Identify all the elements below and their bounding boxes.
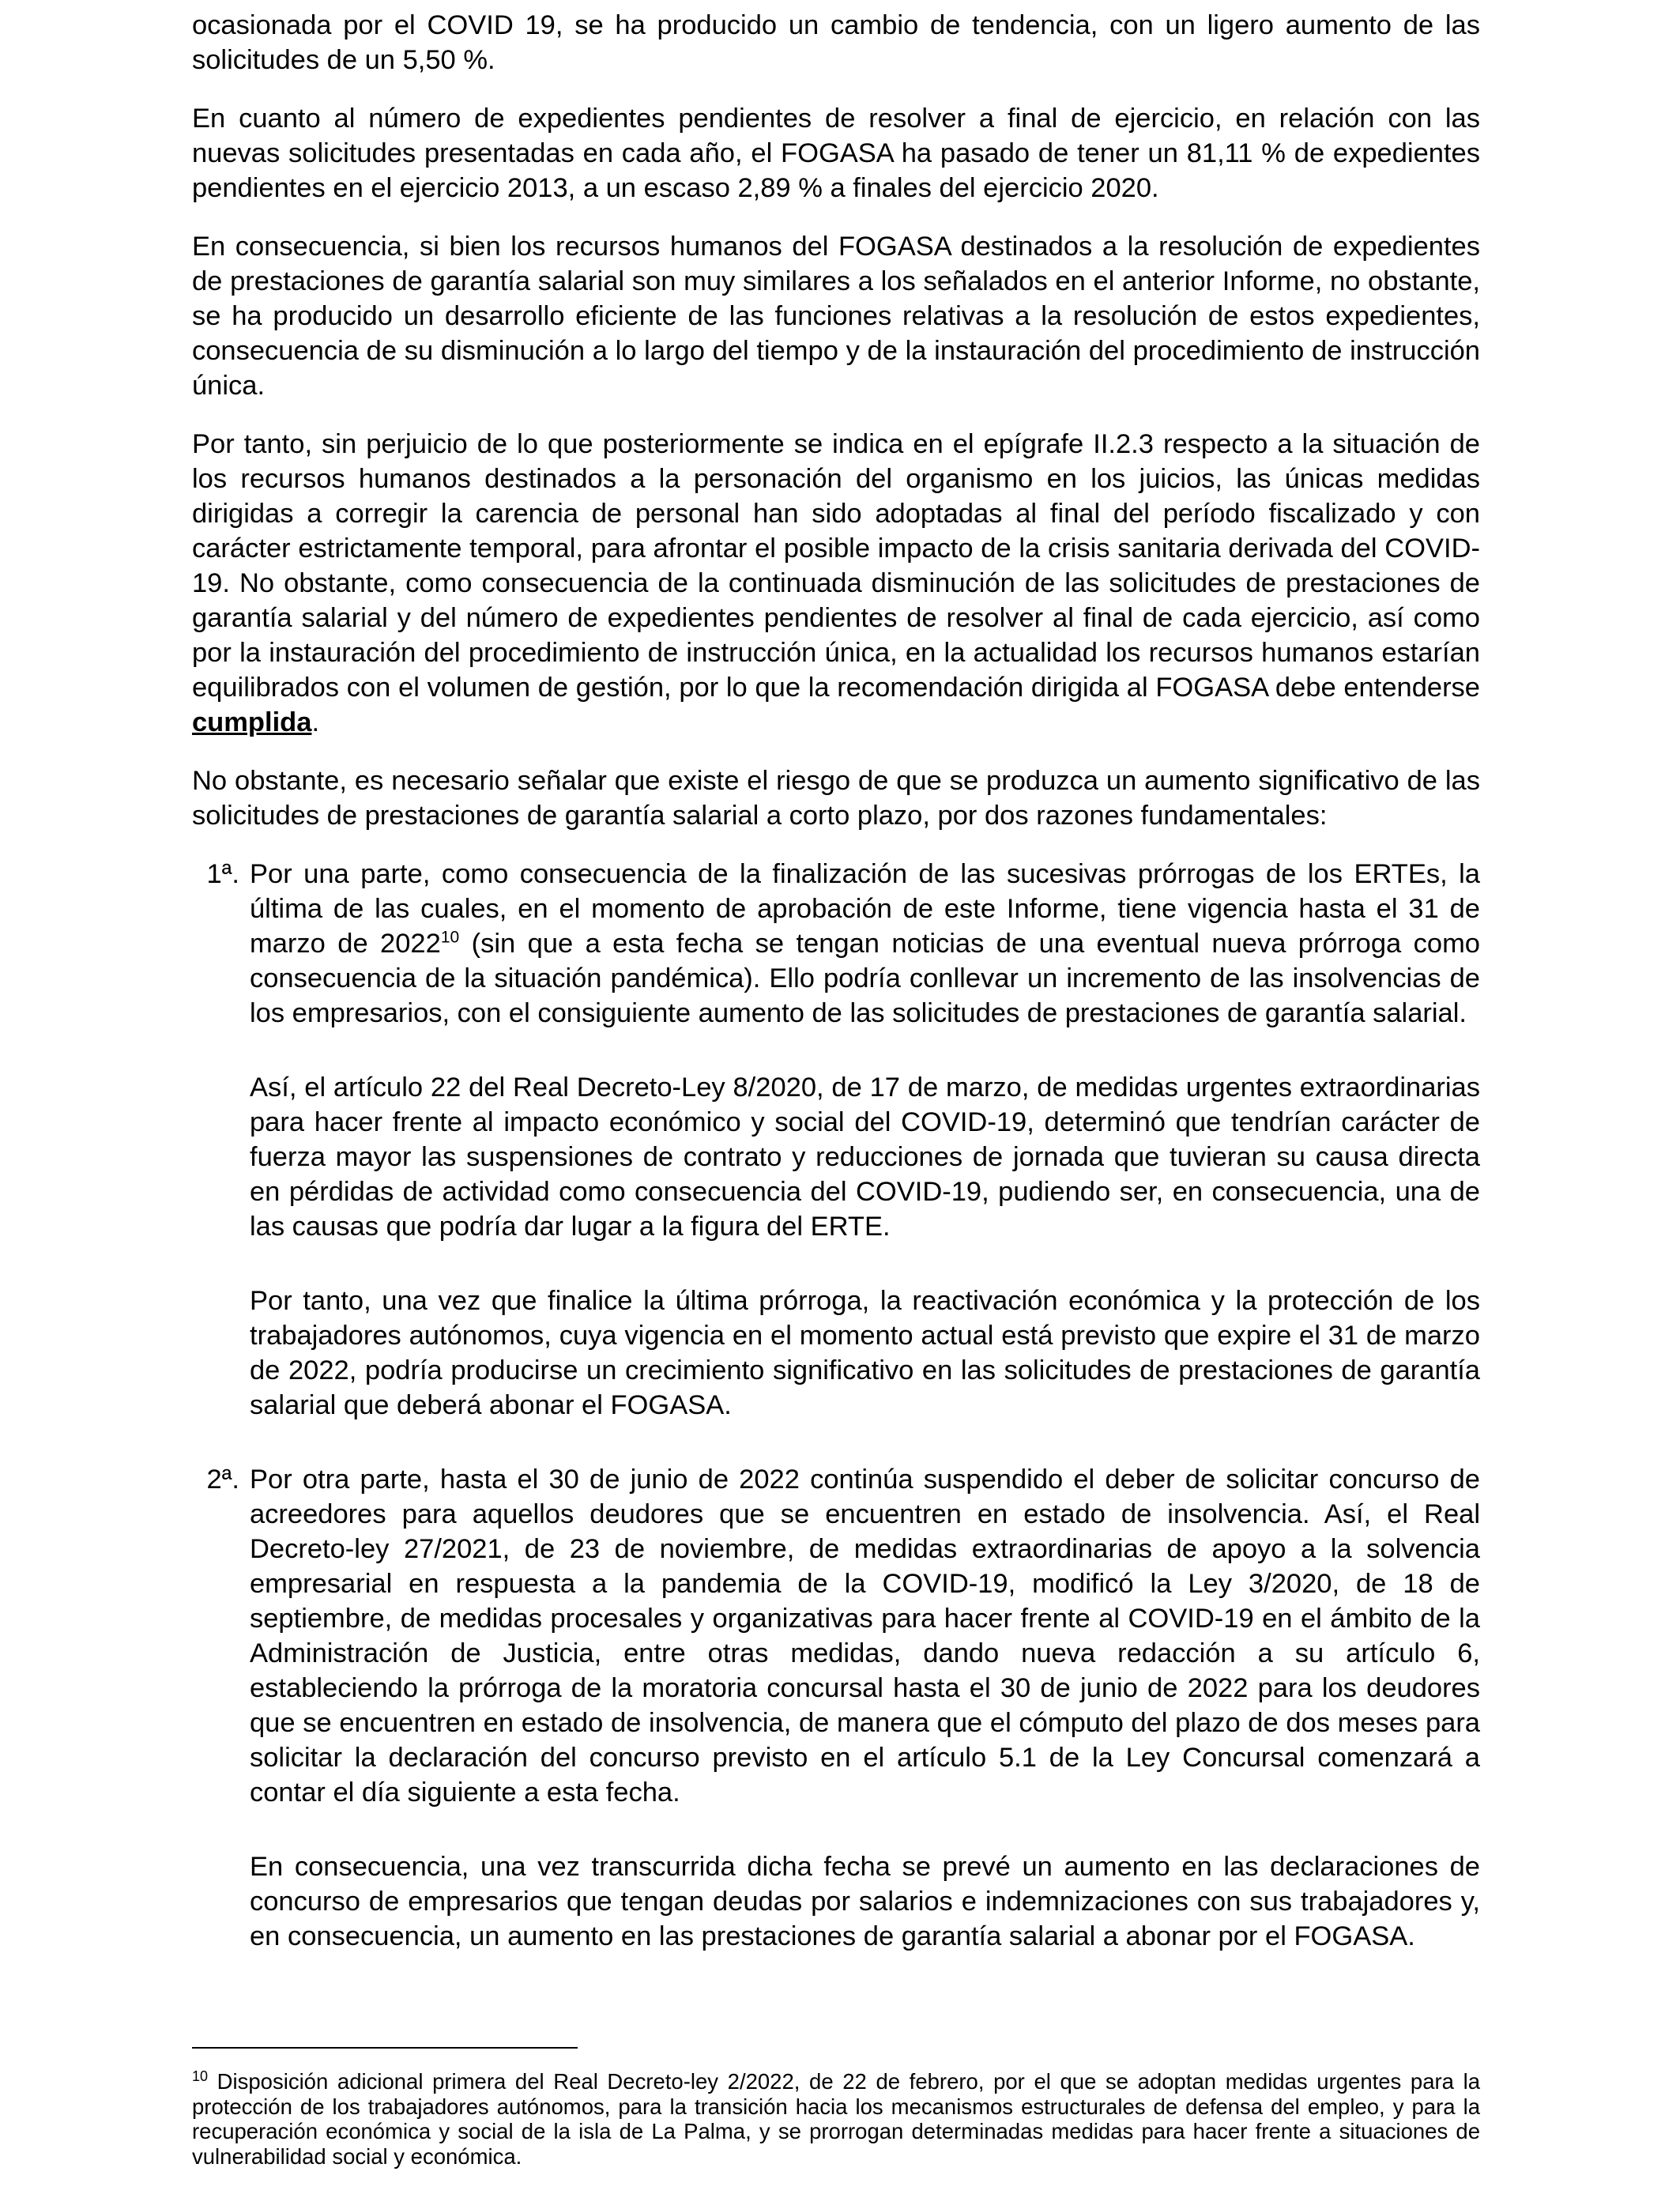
first-reason-paragraph xyxy=(250,857,1480,1031)
recommendation-text: Por tanto, sin perjuicio de lo que posteriormente se indica en el epígrafe II.2.3 respecto a la situación de los recursos humanos destinados a la personación del organismo en los juicios, las únicas medidas dirigidas a corregir la carencia de personal han sido adoptadas al final del período fiscalizado y con carácter estrictamente temporal, para afrontar el posible impacto de la crisis sanitaria derivada del COVID-19. No obstante, como consecuencia de la continuada disminución de las solicitudes de prestaciones de garantía salarial y del número de expedientes pendientes de resolver al final de cada ejercicio, así como por la instauración del procedimiento de instrucción única, en la actualidad los recursos humanos estarían equilibrados con el volumen de gestión, por lo que la recomendación dirigida al FOGASA debe entenderse xyxy=(192,429,1480,703)
recommendation-status-emphasis: cumplida xyxy=(192,707,312,737)
paragraph-human-resources: En consecuencia, si bien los recursos humanos del FOGASA destinados a la resolución de expedientes de prestaciones de garantía salarial son muy similares a los señalados en el anterior Informe, no obstante, se ha producido un desarrollo eficiente de las funciones relativas a la resolución de estos expedientes, consecuencia de su disminución a lo largo del tiempo y de la instauración del procedimiento de instrucción única. xyxy=(192,232,1480,401)
second-reason-conclusion: En consecuencia, una vez transcurrida dicha fecha se prevé un aumento en las declaraciones de concurso de empresarios que tengan deudas por salarios e indemnizaciones con sus trabajadores y, en consecuencia, un aumento en las prestaciones de garantía salarial a abonar por el FOGASA. xyxy=(250,1852,1480,1951)
first-reason-legal-basis: Así, el artículo 22 del Real Decreto-Ley 8/2020, de 17 de marzo, de medidas urgentes extraordinarias para hacer frente al impacto económico y social del COVID-19, determinó que tendrían carácter de fuerza mayor las suspensiones de contrato y reducciones de jornada que tuvieran su causa directa en pérdidas de actividad como consecuencia del COVID-19, pudiendo ser, en consecuencia, una de las causas que podría dar lugar a la figura del ERTE. xyxy=(250,1072,1480,1242)
second-reason-paragraph: Por otra parte, hasta el 30 de junio de 2022 continúa suspendido el deber de solicitar concurso de acreedores para aquellos deudores que se encuentren en estado de insolvencia. Así, el Real Decreto-ley 27/2021, de 23 de noviembre, de medidas extraordinarias de apoyo a la solvencia empresarial en respuesta a la pandemia de la COVID-19, modificó la Ley 3/2020, de 18 de septiembre, de medidas procesales y organizativas para hacer frente al COVID-19 en el ámbito de la Administración de Justicia, entre otras medidas, dando nueva redacción a su artículo 6, estableciendo la prórroga de la moratoria concursal hasta el 30 de junio de 2022 para los deudores que se encuentren en estado de insolvencia, de manera que el cómputo del plazo de dos meses para solicitar la declaración del concurso previsto en el artículo 5.1 de la Ley Concursal comenzará a contar el día siguiente a esta fecha. xyxy=(250,1465,1480,1808)
footnote-separator xyxy=(192,2047,578,2049)
footnote-reference[interactable]: 10 xyxy=(440,928,460,947)
paragraph-covid-trend: ocasionada por el COVID 19, se ha producido un cambio de tendencia, con un ligero aumento de las solicitudes de un 5,50 %. xyxy=(192,10,1480,75)
paragraph-pending-files: En cuanto al número de expedientes pendientes de resolver a final de ejercicio, en relación con las nuevas solicitudes presentadas en cada año, el FOGASA ha pasado de tener un 81,11 % de expedientes pendientes en el ejercicio 2013, a un escaso 2,89 % a finales del ejercicio 2020. xyxy=(192,104,1480,203)
first-reason-text-before: Por una parte, como consecuencia de la finalización de las sucesivas prórrogas de los ERTEs, la última de las cuales, en el momento de aprobación de este Informe, tiene vigencia hasta el 31 de marzo de 2022 xyxy=(250,859,1480,959)
recommendation-period: . xyxy=(311,707,320,737)
document-page xyxy=(192,8,1480,1977)
paragraph-risk-intro: No obstante, es necesario señalar que existe el riesgo de que se produzca un aumento significativo de las solicitudes de prestaciones de garantía salarial a corto plazo, por dos razones fundamentales: xyxy=(192,766,1480,831)
list-marker-second: 2ª. xyxy=(206,1465,239,1495)
footnote-number: 10 xyxy=(192,2068,209,2084)
list-item-first-reason xyxy=(192,857,1480,1423)
first-reason-text-after: (sin que a esta fecha se tengan noticias de una eventual nueva prórroga como consecuencia de la situación pandémica). Ello podría conllevar un incremento de las insolvencias de los empresarios, con el consiguiente aumento de las solicitudes de prestaciones de garantía salarial. xyxy=(250,929,1480,1028)
first-reason-conclusion: Por tanto, una vez que finalice la última prórroga, la reactivación económica y la protección de los trabajadores autónomos, cuya vigencia en el momento actual está previsto que expire el 31 de marzo de 2022, podría producirse un crecimiento significativo en las solicitudes de prestaciones de garantía salarial que deberá abonar el FOGASA. xyxy=(250,1286,1480,1420)
list-item-second-reason xyxy=(192,1462,1480,1954)
list-marker-first: 1ª. xyxy=(206,859,239,889)
footnote xyxy=(192,2069,1480,2169)
footnote-text: Disposición adicional primera del Real Decreto-ley 2/2022, de 22 de febrero, por el que se adoptan medidas urgentes para la protección de los trabajadores autónomos, para la transición hacia los mecanismos estructurales de defensa del empleo, y para la recuperación económica y social de la isla de La Palma, y se prorrogan determinadas medidas para hacer frente a situaciones de vulnerabilidad social y económica. xyxy=(192,2069,1480,2169)
paragraph-recommendation-status xyxy=(192,427,1480,740)
